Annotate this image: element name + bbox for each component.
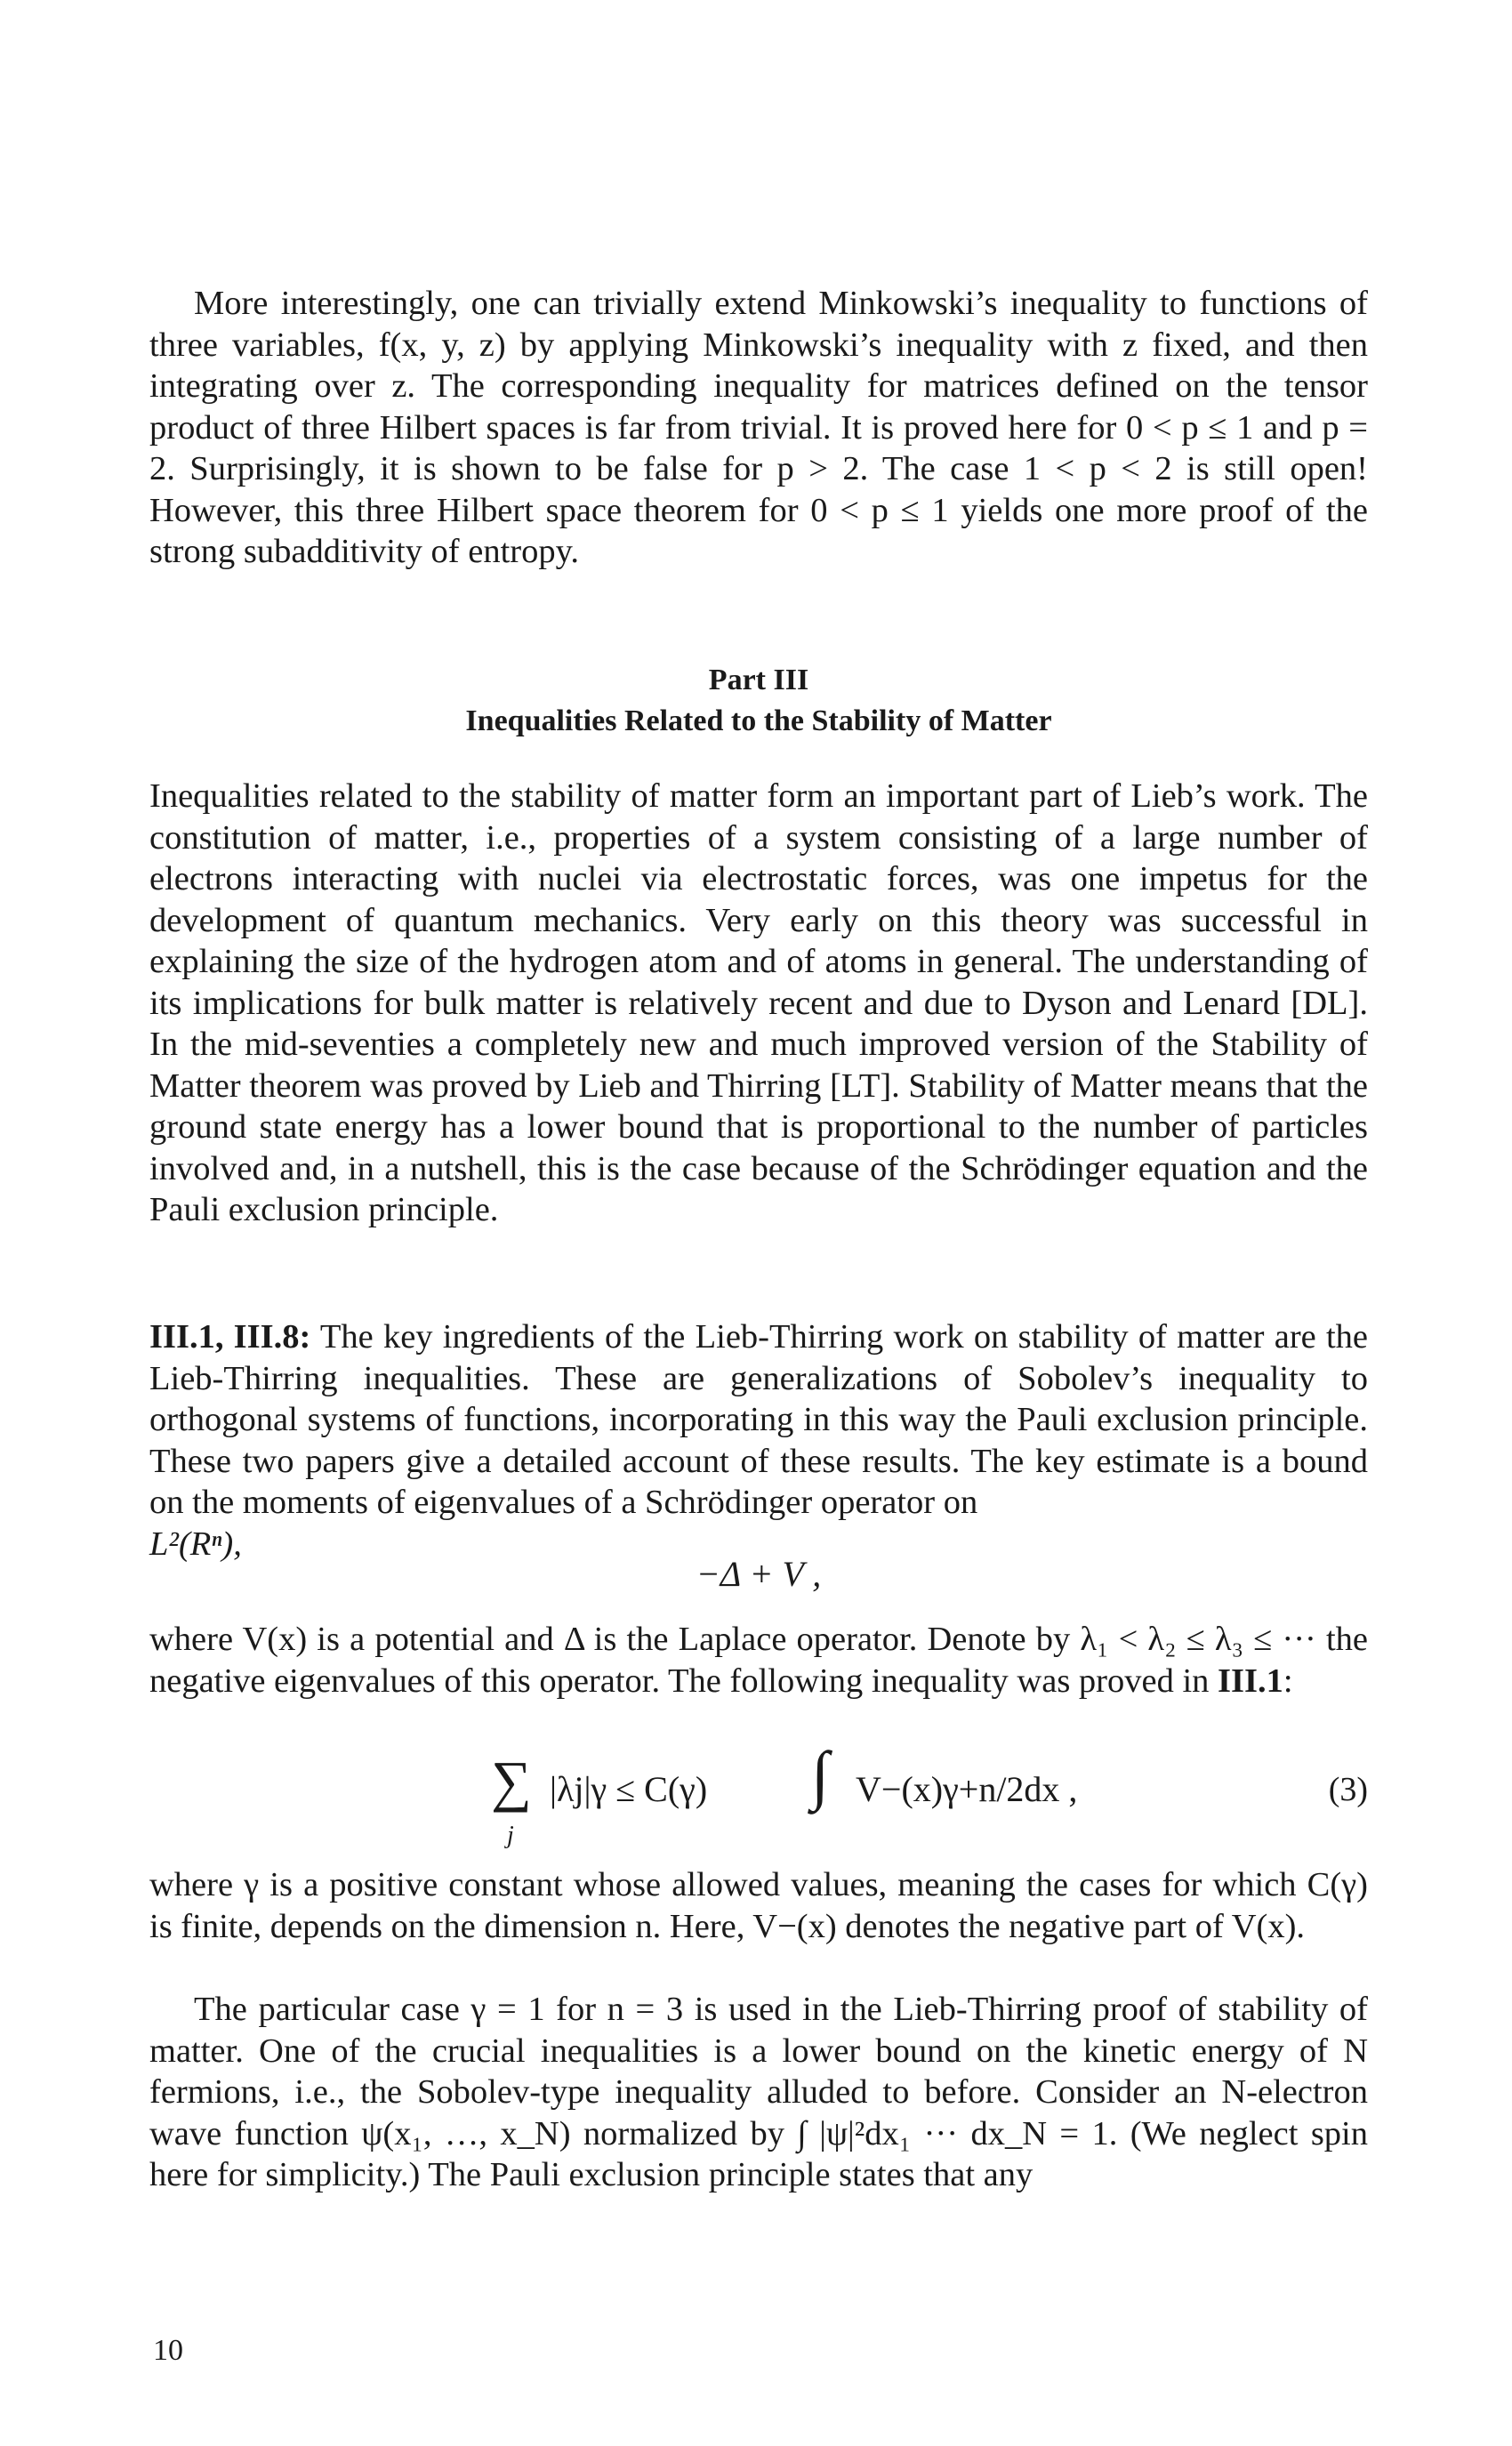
equation-3 (149, 1739, 1368, 1859)
lieb-thirring-section (149, 1316, 1368, 1565)
after-equation-paragraph: where γ is a positive constant whose allowed values, meaning the cases for which C(γ) is finite, depends on the dimension n. Here, V−(x) denotes the negative part of V(x). (149, 1866, 1368, 1945)
operator-expression: −Δ + V , (696, 1554, 822, 1594)
equation-integrand: V−(x)γ+n/2dx , (856, 1769, 1078, 1809)
after-operator-text: where V(x) is a potential and Δ is the Laplace operator. Denote by λ₁ < λ₂ ≤ λ₃ ≤ ··· the negative eigenvalues of this operator. The following inequality was proved in (149, 1621, 1368, 1700)
sum-symbol: ∑ (491, 1750, 532, 1813)
intro-section (149, 283, 1368, 573)
part-title: Inequalities Related to the Stability of Matter (465, 704, 1052, 737)
schrodinger-operator (149, 1553, 1368, 1595)
after-equation-section (149, 1864, 1368, 1947)
integral-symbol: ∫ (811, 1739, 830, 1812)
equation-3-formula (491, 1739, 1114, 1859)
sum-index: j (507, 1822, 514, 1849)
reference-label: III.1, III.8: (149, 1318, 311, 1356)
eigenvalue-section (149, 1619, 1368, 1702)
stability-section (149, 776, 1368, 1231)
proved-colon: : (1283, 1662, 1293, 1700)
part-label: Part III (708, 664, 809, 696)
particular-case-section (149, 1989, 1368, 2196)
equation-lhs: |λj|γ ≤ C(γ) (550, 1769, 708, 1809)
lieb-thirring-paragraph: The key ingredients of the Lieb-Thirring work on stability of matter are the Lieb-Thirring inequalities. These are generalizations of Sobolev’s inequality to orthogonal systems of functions, incorporating in this way the Pauli exclusion principle. These two papers give a detailed account of these results. The key estimate is a bound on the moments of eigenvalues of a Schrödinger operator on (149, 1318, 1368, 1521)
intro-paragraph: More interestingly, one can trivially extend Minkowski’s inequality to functions of three variables, f(x, y, z) by applying Minkowski’s inequality with z fixed, and then integrating over z. The corresponding inequality for matrices defined on the tensor product of three Hilbert spaces is far from trivial. It is proved here for 0 < p ≤ 1 and p = 2. Surprisingly, it is shown to be false for p > 2. The case 1 < p < 2 is still open! However, this three Hilbert space theorem for 0 < p ≤ 1 yields one more proof of the strong subadditivity of entropy. (149, 285, 1368, 570)
proved-reference: III.1 (1218, 1662, 1283, 1700)
page-number: 10 (153, 2334, 183, 2367)
part-heading (149, 660, 1368, 742)
function-space: L²(Rⁿ), (149, 1525, 242, 1563)
stability-paragraph: Inequalities related to the stability of matter form an important part of Lieb’s work. The constitution of matter, i.e., properties of a system consisting of a large number of electrons interacting with nuclei via electrostatic forces, was one impetus for the development of quantum mechanics. Very early on this theory was successful in explaining the size of the hydrogen atom and of atoms in general. The understanding of its implications for bulk matter is relatively recent and due to Dyson and Lenard [DL]. In the mid-seventies a completely new and much improved version of the Stability of Matter theorem was proved by Lieb and Thirring [LT]. Stability of Matter means that the ground state energy has a lower bound that is proportional to the number of particles involved and, in a nutshell, this is the case because of the Schrödinger equation and the Pauli exclusion principle. (149, 777, 1368, 1228)
particular-case-paragraph: The particular case γ = 1 for n = 3 is used in the Lieb-Thirring proof of stability of matter. One of the crucial inequalities is a lower bound on the kinetic energy of N fermions, i.e., the Sobolev-type inequality alluded to before. Consider an N-electron wave function ψ(x₁, …, x_N) normalized by ∫ |ψ|²dx₁ ··· dx_N = 1. (We neglect spin here for simplicity.) The Pauli exclusion principle states that any (149, 1991, 1368, 2193)
equation-number: (3) (1328, 1771, 1368, 1808)
